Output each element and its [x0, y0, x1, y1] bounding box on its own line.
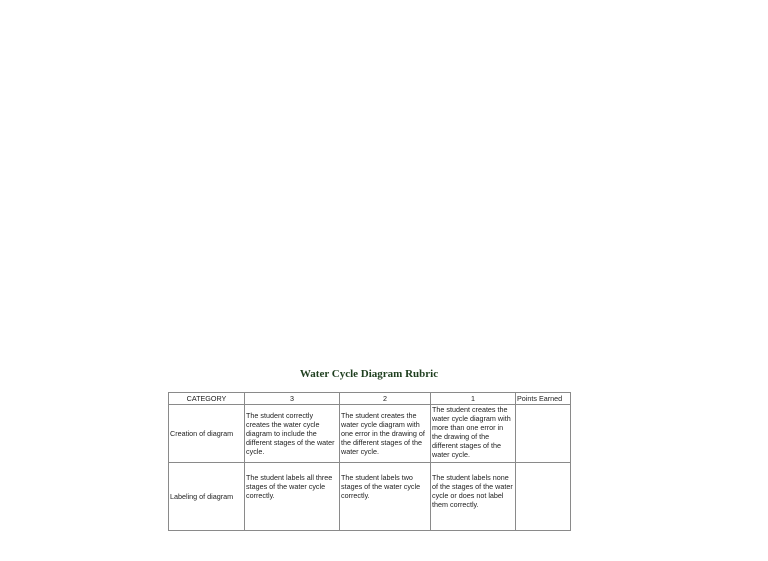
rubric-table [168, 392, 571, 531]
cell-points-earned[interactable] [516, 463, 571, 531]
table-row [169, 405, 571, 463]
row-category: Labeling of diagram [169, 463, 245, 531]
cell-score-3: The student correctly creates the water cycle diagram to include the different stages of the water cycle. [245, 405, 340, 463]
header-score-1: 1 [431, 393, 516, 405]
cell-score-1: The student creates the water cycle diagram with more than one error in the drawing of the different stages of the water cycle. [431, 405, 516, 463]
table-row [169, 463, 571, 531]
header-category: CATEGORY [169, 393, 245, 405]
rubric-title: Water Cycle Diagram Rubric [299, 368, 439, 380]
row-category: Creation of diagram [169, 405, 245, 463]
header-points-earned: Points Earned [516, 393, 571, 405]
header-score-3: 3 [245, 393, 340, 405]
cell-score-3: The student labels all three stages of the water cycle correctly. [245, 463, 340, 531]
header-score-2: 2 [340, 393, 431, 405]
cell-points-earned[interactable] [516, 405, 571, 463]
table-header-row [169, 393, 571, 405]
cell-score-1: The student labels none of the stages of the water cycle or does not label them correctly. [431, 463, 516, 531]
cell-score-2: The student labels two stages of the water cycle correctly. [340, 463, 431, 531]
cell-score-2: The student creates the water cycle diagram with one error in the drawing of the different stages of the water cycle. [340, 405, 431, 463]
